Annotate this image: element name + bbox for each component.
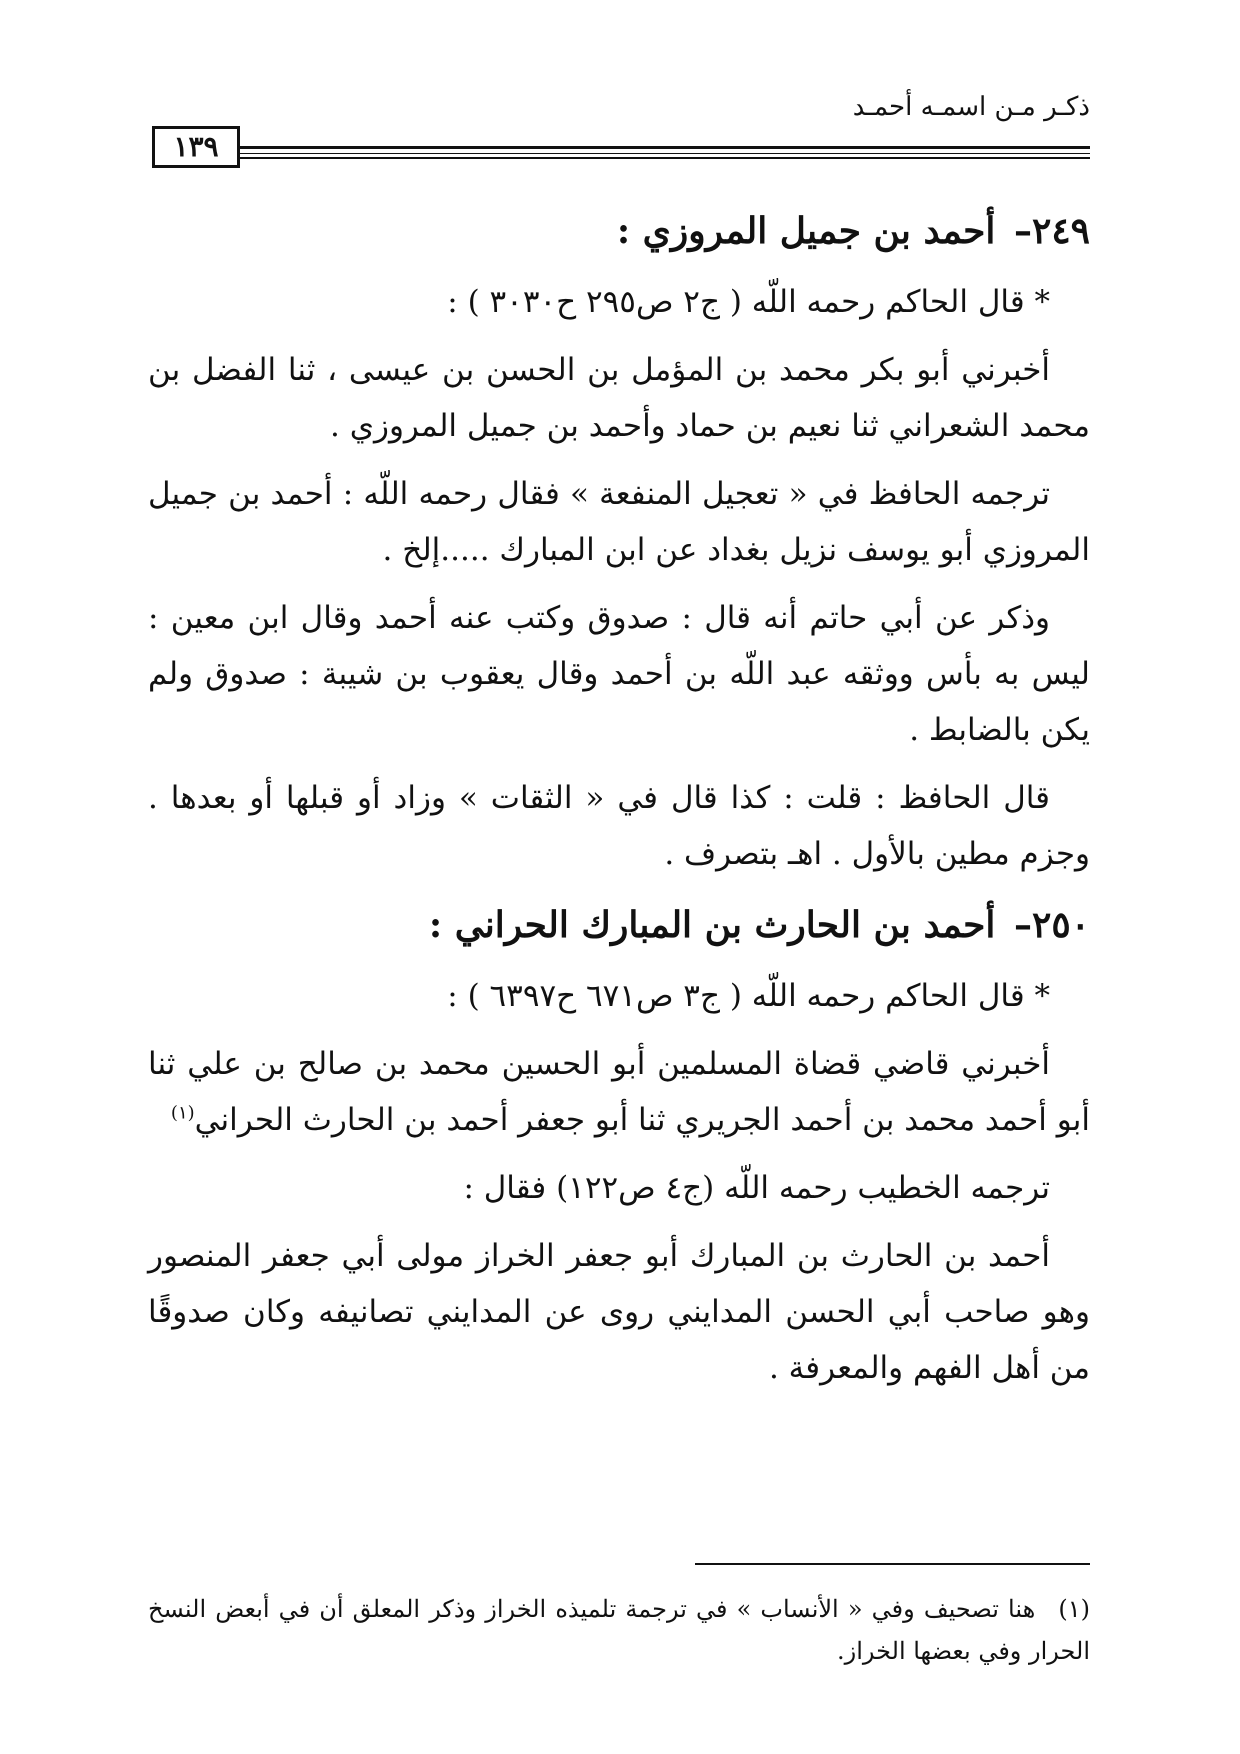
entry-heading-249 — [148, 200, 1090, 262]
paragraph: أخبرني أبو بكر محمد بن المؤمل بن الحسن بن عيسى ، ثنا الفضل بن محمد الشعراني ثنا نعيم بن حماد وأحمد بن جميل المروزي . — [148, 352, 1090, 444]
footnote-rule — [695, 1563, 1090, 1565]
entry-name: أحمد بن جميل المروزي : — [616, 210, 996, 252]
entry-number: ٢٤٩– — [1013, 210, 1090, 252]
paragraph: ترجمه الخطيب رحمه اللّه (ج٤ ص١٢٢) فقال : — [463, 1170, 1050, 1206]
paragraph: وذكر عن أبي حاتم أنه قال : صدوق وكتب عنه أحمد وقال ابن معين : ليس به بأس ووثقه عبد اللّه بن أحمد وقال يعقوب بن شيبة : صدوق ولم يكن بالضابط . — [148, 600, 1090, 748]
paragraph-text: أخبرني قاضي قضاة المسلمين أبو الحسين محمد بن صالح بن علي ثنا أبو أحمد محمد بن أحمد الجريري ثنا أبو جعفر أحمد بن الحارث الحراني — [148, 1046, 1090, 1138]
main-text — [148, 200, 1090, 1408]
page-number: ١٣٩ — [152, 126, 240, 168]
footnote — [148, 1588, 1090, 1672]
running-head: ذكـر مـن اسمـه أحمـد — [852, 92, 1090, 122]
source-citation: * قال الحاكم رحمه اللّه ( ج٣ ص٦٧١ ح٦٣٩٧ ) : — [447, 978, 1050, 1014]
footnote-text: هنا تصحيف وفي « الأنساب » في ترجمة تلميذه الخراز وذكر المعلق أن في أبعض النسخ الحرار وفي بعضها الخراز. — [148, 1595, 1090, 1665]
entry-heading-250 — [148, 894, 1090, 956]
entry-number: ٢٥٠– — [1013, 904, 1090, 946]
footnotes — [148, 1588, 1090, 1672]
footnote-reference: (١) — [170, 1102, 195, 1124]
paragraph: ترجمه الحافظ في « تعجيل المنفعة » فقال رحمه اللّه : أحمد بن جميل المروزي أبو يوسف نزيل بغداد عن ابن المبارك .....إلخ . — [148, 476, 1090, 568]
entry-name: أحمد بن الحارث بن المبارك الحراني : — [428, 904, 996, 946]
paragraph: أحمد بن الحارث بن المبارك أبو جعفر الخراز مولى أبي جعفر المنصور وهو صاحب أبي الحسن المدايني روى عن المدايني تصانيفه وكان صدوقًا من أهل الفهم والمعرفة . — [148, 1238, 1090, 1386]
header-rule — [236, 146, 1090, 154]
paragraph — [148, 1036, 1090, 1148]
paragraph: قال الحافظ : قلت : كذا قال في « الثقات » وزاد أو قبلها أو بعدها . وجزم مطين بالأول . اهـ بتصرف . — [148, 780, 1090, 872]
source-citation: * قال الحاكم رحمه اللّه ( ج٢ ص٢٩٥ ح٣٠٣٠ ) : — [447, 284, 1050, 320]
footnote-marker: (١) — [1058, 1595, 1090, 1623]
header-rule-thin — [236, 157, 1090, 159]
